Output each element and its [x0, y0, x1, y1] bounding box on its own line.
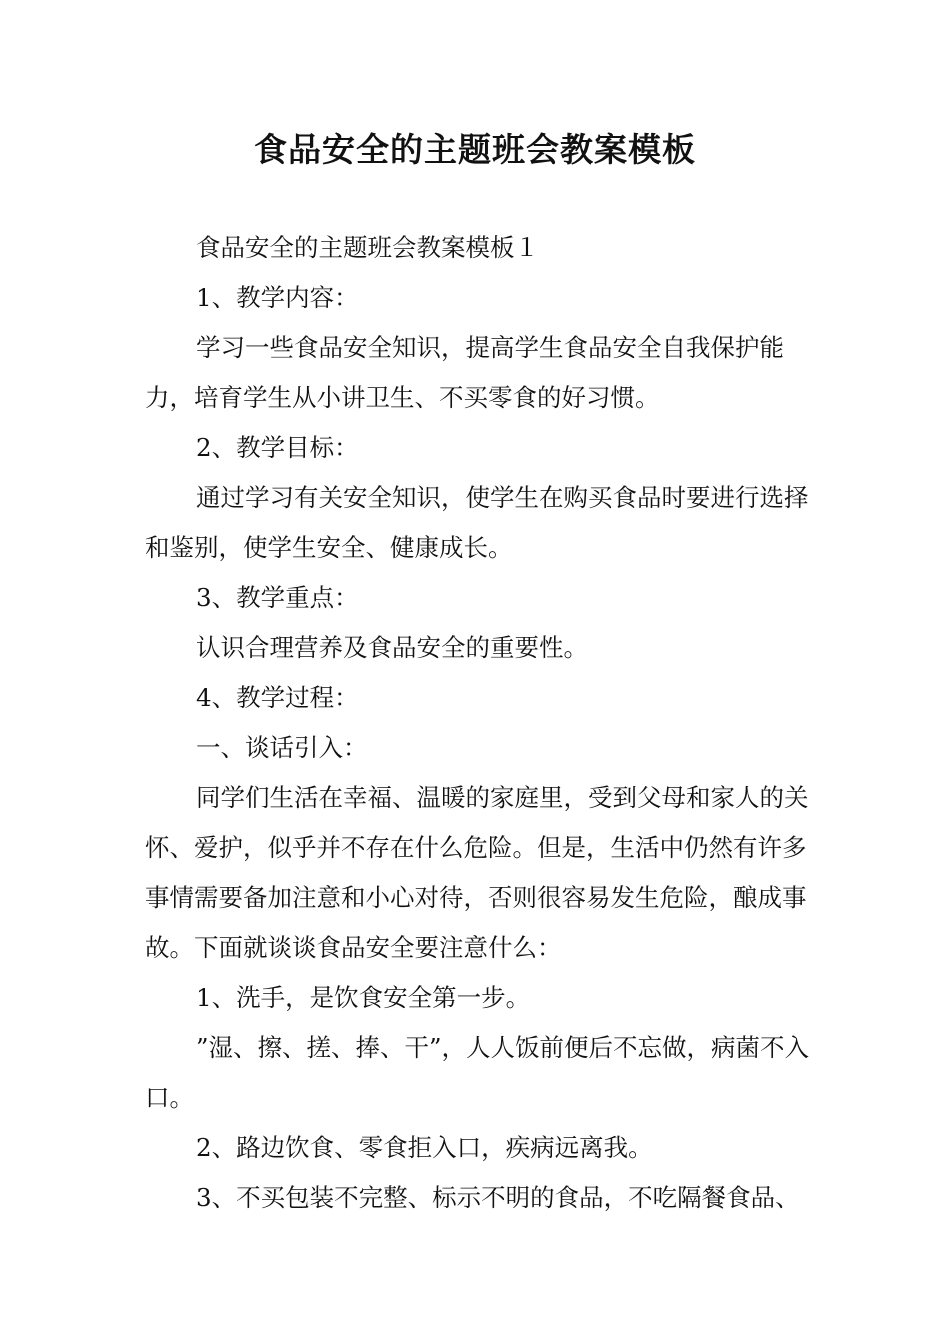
list-item-1: 1、洗手，是饮食安全第一步。: [196, 983, 531, 1012]
paragraph-intro: 同学们生活在幸福、温暖的家庭里，受到父母和家人的关怀、爱护，似乎并不存在什么危险。但是，生活中仍然有许多事情需要备加注意和小心对待，否则很容易发生危险，酿成事故。下面就谈谈食品安全要注意什么：: [145, 783, 809, 962]
paragraph-section-2: 2、教学目标：: [196, 433, 359, 462]
paragraph-goal: 通过学习有关安全知识，使学生在购买食品时要进行选择和鉴别，使学生安全、健康成长。: [145, 483, 809, 562]
document-title: 食品安全的主题班会教案模板: [254, 130, 696, 169]
list-item-3: 3、不买包装不完整、标示不明的食品，不吃隔餐食品、: [196, 1183, 800, 1212]
paragraph-intro-heading: 一、谈话引入：: [196, 733, 368, 762]
paragraph-key-point: 认识合理营养及食品安全的重要性。: [196, 633, 588, 662]
paragraph-section-1: 1、教学内容：: [196, 283, 359, 312]
list-item-2: 2、路边饮食、零食拒入口，疾病远离我。: [196, 1133, 653, 1162]
paragraph-section-4: 4、教学过程：: [196, 683, 359, 712]
paragraph-content: 学习一些食品安全知识，提高学生食品安全自我保护能力，培育学生从小讲卫生、不买零食的好习惯。: [145, 333, 784, 412]
paragraph-heading-1: 食品安全的主题班会教案模板１: [196, 233, 539, 262]
document-body: [145, 223, 810, 1223]
list-item-1-detail: ”湿、擦、搓、捧、干”，人人饭前便后不忘做，病菌不入口。: [145, 1033, 810, 1112]
paragraph-section-3: 3、教学重点：: [196, 583, 359, 612]
